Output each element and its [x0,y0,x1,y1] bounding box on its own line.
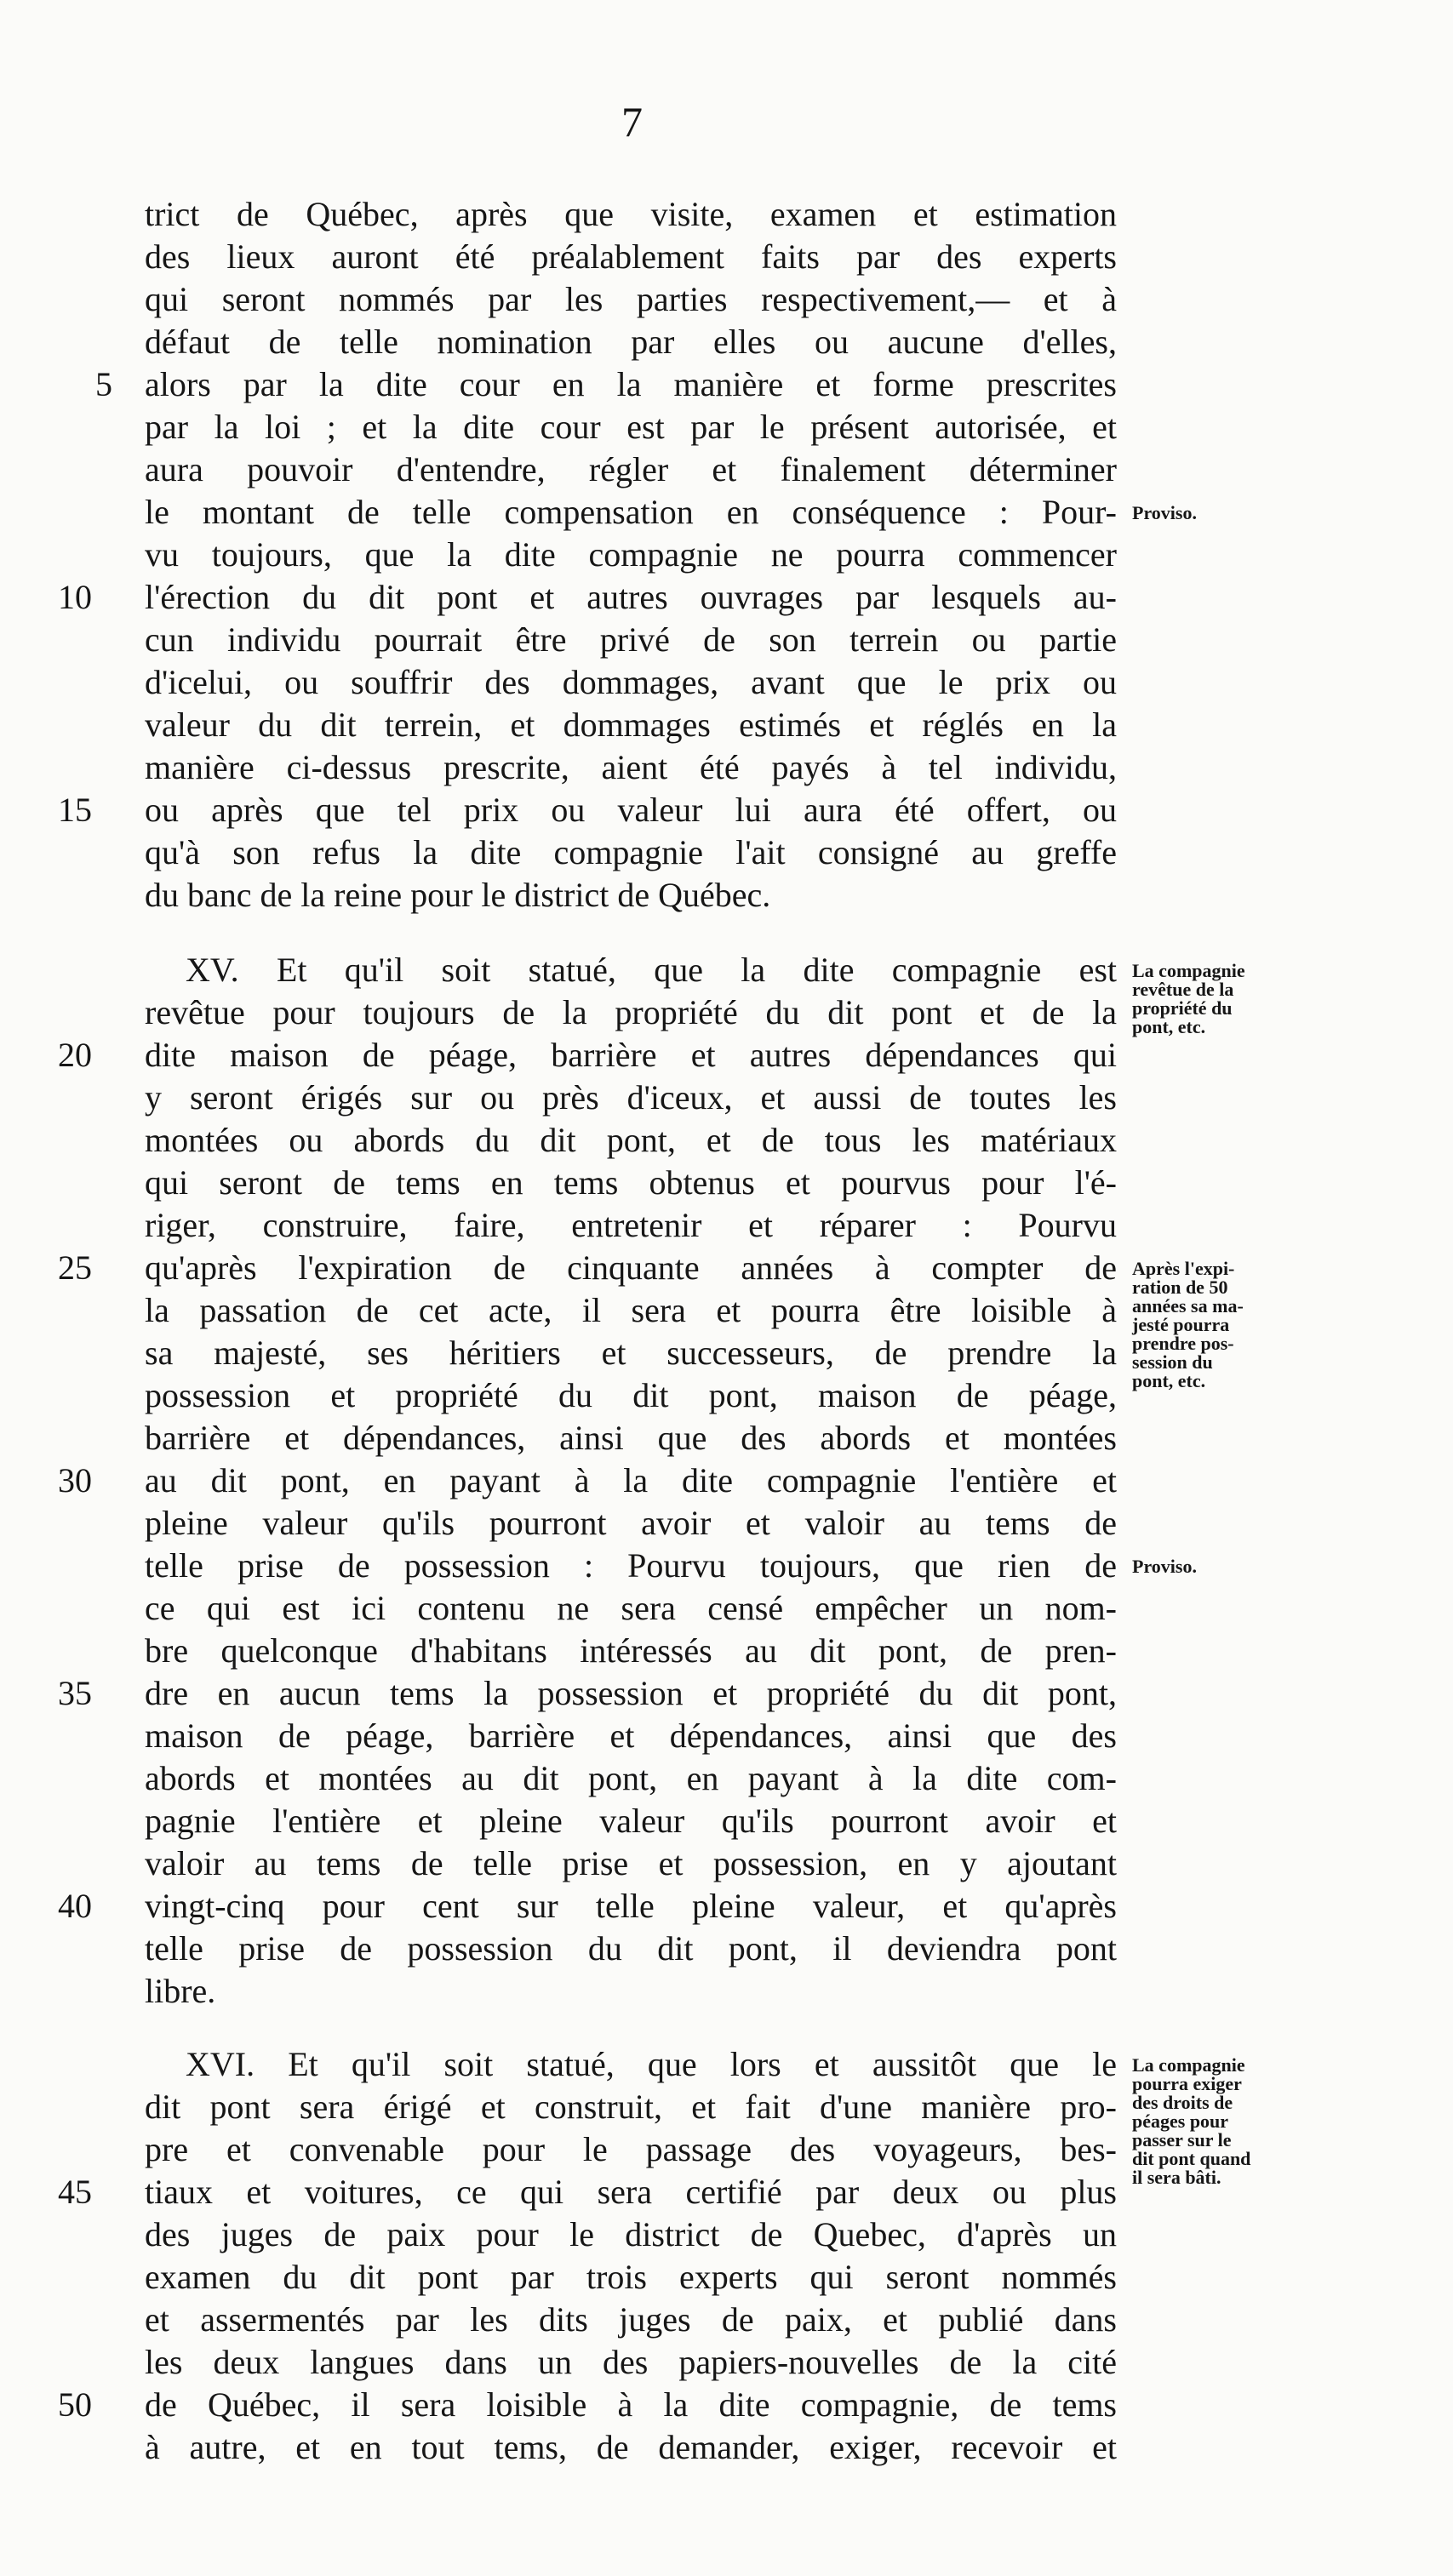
text-line: riger, construire, faire, entretenir et réparer : Pourvu [145,1206,1117,1244]
margin-note-tolls [1132,2056,1250,2187]
text-line: libre. [145,1972,216,2010]
margin-note-line: revêtue de la [1132,979,1234,1000]
text-line: valeur du dit terrein, et dommages estimés et réglés en la [145,705,1117,744]
margin-note-line: pont, etc. [1132,1370,1206,1391]
text-line: dite maison de péage, barrière et autres dépendances qui [145,1036,1117,1074]
margin-note-line: des droits de [1132,2092,1233,2113]
section-heading-line: XV. Et qu'il soit statué, que la dite compagnie est [186,951,1117,989]
margin-note-line: il sera bâti. [1132,2167,1221,2188]
text-line: manière ci-dessus prescrite, aient été payés à tel individu, [145,748,1117,786]
line-number: 20 [58,1036,92,1074]
text-line: bre quelconque d'habitans intéressés au dit pont, de pren- [145,1631,1117,1670]
margin-note-line: La compagnie [1132,2054,1245,2076]
text-line: examen du dit pont par trois experts qui seront nommés [145,2258,1117,2296]
margin-note-line: pont, etc. [1132,1016,1206,1037]
text-line: qu'à son refus la dite compagnie l'ait consigné au greffe [145,833,1117,871]
text-line: vu toujours, que la dite compagnie ne pourra commencer [145,535,1117,574]
text-line: maison de péage, barrière et dépendances, ainsi que des [145,1716,1117,1755]
line-number: 35 [58,1674,92,1712]
margin-note-proviso-2 [1132,1557,1197,1576]
margin-note-line: propriété du [1132,997,1233,1019]
line-number: 15 [58,791,92,829]
margin-note-line: années sa ma- [1132,1295,1244,1317]
text-line: défaut de telle nomination par elles ou aucune d'elles, [145,323,1117,361]
text-line: valoir au tems de telle prise et possession, en y ajoutant [145,1844,1117,1882]
text-line: dit pont sera érigé et construit, et fait d'une manière pro- [145,2088,1117,2126]
text-line: les deux langues dans un des papiers-nouvelles de la cité [145,2343,1117,2381]
margin-note-proviso-1 [1132,504,1197,523]
margin-note-expiration [1132,1259,1244,1391]
text-line: au dit pont, en payant à la dite compagnie l'entière et [145,1461,1117,1499]
text-line: vingt-cinq pour cent sur telle pleine valeur, et qu'après [145,1887,1117,1925]
line-number: 5 [95,365,112,403]
margin-note-line: jesté pourra [1132,1314,1230,1335]
text-line: qui seront de tems en tems obtenus et pourvus pour l'é- [145,1163,1117,1202]
text-line: ce qui est ici contenu ne sera censé empêcher un nom- [145,1589,1117,1627]
margin-note-line: Après l'expi- [1132,1258,1235,1279]
line-number: 30 [58,1461,92,1499]
line-number: 50 [58,2385,92,2424]
text-line: la passation de cet acte, il sera et pourra être loisible à [145,1291,1117,1329]
text-line: pre et convenable pour le passage des voyageurs, bes- [145,2130,1117,2168]
margin-note-company-ownership [1132,962,1245,1037]
text-line: y seront érigés sur ou près d'iceux, et aussi de toutes les [145,1078,1117,1117]
text-line: d'icelui, ou souffrir des dommages, avant que le prix ou [145,663,1117,701]
text-line: des lieux auront été préalablement faits par des experts [145,237,1117,276]
margin-note-line: dit pont quand [1132,2148,1251,2169]
margin-note-line: passer sur le [1132,2129,1232,2150]
line-number: 25 [58,1248,92,1287]
margin-note-line: Proviso. [1132,1556,1197,1577]
text-line: aura pouvoir d'entendre, régler et finalement déterminer [145,450,1117,488]
text-line: pagnie l'entière et pleine valeur qu'ils pourront avoir et [145,1802,1117,1840]
text-line: des juges de paix pour le district de Quebec, d'après un [145,2215,1117,2253]
line-number: 10 [58,578,92,616]
text-line: ou après que tel prix ou valeur lui aura été offert, ou [145,791,1117,829]
text-line: alors par la dite cour en la manière et forme prescrites [145,365,1117,403]
margin-note-line: ration de 50 [1132,1277,1228,1298]
text-line: tiaux et voitures, ce qui sera certifié par deux ou plus [145,2173,1117,2211]
text-line: cun individu pourrait être privé de son terrein ou partie [145,620,1117,659]
margin-note-line: pourra exiger [1132,2073,1242,2094]
text-line: telle prise de possession du dit pont, il deviendra pont [145,1929,1117,1968]
text-line: trict de Québec, après que visite, examen et estimation [145,195,1117,233]
text-line: qui seront nommés par les parties respectivement,— et à [145,280,1117,318]
text-line: possession et propriété du dit pont, maison de péage, [145,1376,1117,1414]
text-line: du banc de la reine pour le district de Québec. [145,876,771,914]
margin-note-line: prendre pos- [1132,1333,1234,1354]
text-line: dre en aucun tems la possession et propriété du dit pont, [145,1674,1117,1712]
margin-note-line: Proviso. [1132,502,1197,523]
text-line: montées ou abords du dit pont, et de tous les matériaux [145,1121,1117,1159]
margin-note-line: La compagnie [1132,960,1245,981]
text-line: pleine valeur qu'ils pourront avoir et valoir au tems de [145,1504,1117,1542]
text-line: le montant de telle compensation en conséquence : Pour- [145,493,1117,531]
text-line: abords et montées au dit pont, en payant à la dite com- [145,1759,1117,1797]
text-line: de Québec, il sera loisible à la dite compagnie, de tems [145,2385,1117,2424]
text-line: barrière et dépendances, ainsi que des abords et montées [145,1419,1117,1457]
text-line: revêtue pour toujours de la propriété du dit pont et de la [145,993,1117,1031]
text-line: et assermentés par les dits juges de paix, et publié dans [145,2300,1117,2339]
text-line: qu'après l'expiration de cinquante années à compter de [145,1248,1117,1287]
text-line: à autre, et en tout tems, de demander, exiger, recevoir et [145,2428,1117,2466]
text-line: sa majesté, ses héritiers et successeurs, de prendre la [145,1334,1117,1372]
margin-note-line: session du [1132,1351,1213,1373]
line-number: 40 [58,1887,92,1925]
text-line: telle prise de possession : Pourvu toujours, que rien de [145,1546,1117,1585]
text-line: l'érection du dit pont et autres ouvrages par lesquels au- [145,578,1117,616]
margin-note-line: péages pour [1132,2110,1229,2132]
text-line: par la loi ; et la dite cour est par le présent autorisée, et [145,408,1117,446]
page-number: 7 [621,98,643,146]
section-heading-line: XVI. Et qu'il soit statué, que lors et aussitôt que le [186,2045,1117,2083]
line-number: 45 [58,2173,92,2211]
